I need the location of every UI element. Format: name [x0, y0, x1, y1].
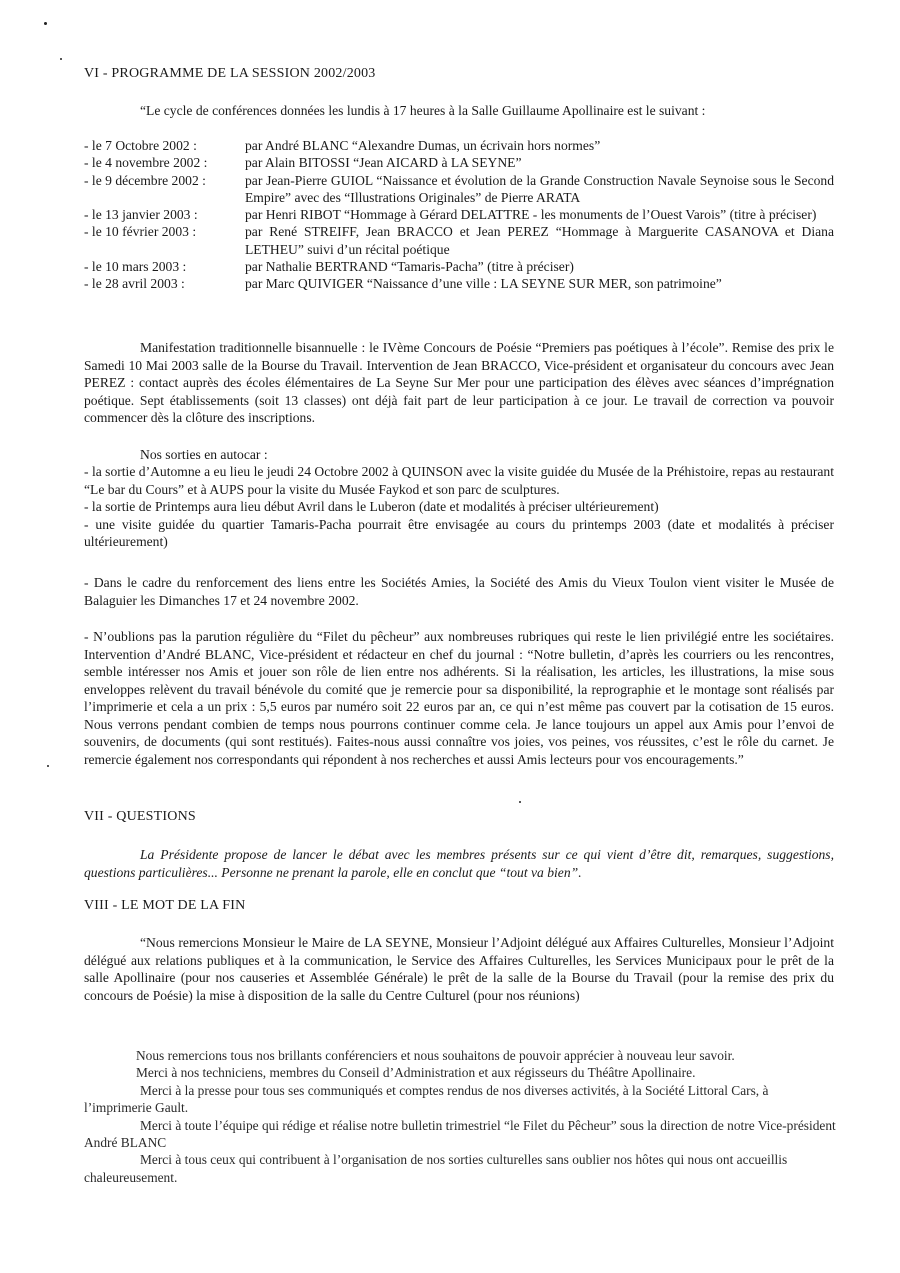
outing-item: - une visite guidée du quartier Tamaris-Pacha pourrait être envisagée au cours du printemps 2003 (date et modalités à préciser ultérieurement) [84, 516, 834, 549]
program-date: - le 10 mars 2003 : [84, 259, 187, 275]
thanks-item: Merci à tous ceux qui contribuent à l’organisation de nos sorties culturelles sans oublier nos hôtes qui nous ont accueillis chaleureusement. [84, 1152, 788, 1185]
program-desc: par André BLANC “Alexandre Dumas, un écrivain hors normes” [245, 138, 601, 153]
section-8-title: VIII - LE MOT DE LA FIN [84, 898, 246, 913]
closing-paragraph: “Nous remercions Monsieur le Maire de LA SEYNE, Monsieur l’Adjoint délégué aux Affaires Culturelles, Monsieur l’Adjoint délégué aux relations publiques et à la communication, le Service des Affaires Culturelles, les Services Municipaux pour le prêt de la salle Apollinaire (pour nos causeries et Assemblée Générale) le prêt de la salle de la Bourse du Travail (pour la remise des prix du concours de Poésie) la mise à disposition de la salle du Centre Culturel (pour nos réunions) [84, 935, 834, 1003]
outing-item: - la sortie d’Automne a eu lieu le jeudi 24 Octobre 2002 à QUINSON avec la visite guidée du Musée de la Préhistoire, repas au restaurant “Le bar du Cours” et à AUPS pour la visite du Musée Faykod et son parc de sculptures. [84, 464, 834, 497]
program-date: - le 4 novembre 2002 : [84, 155, 208, 171]
thanks-item: Merci à nos techniciens, membres du Conseil d’Administration et aux régisseurs du Théâtre Apollinaire. [136, 1065, 696, 1081]
program-desc: par Alain BITOSSI “Jean AICARD à LA SEYNE” [245, 155, 522, 171]
outings-title: Nos sorties en autocar : [140, 447, 268, 462]
program-desc: par Henri RIBOT “Hommage à Gérard DELATTRE - les monuments de l’Ouest Varois” (titre à préciser) [245, 207, 817, 223]
thanks-list [84, 1047, 836, 1186]
scan-speck [47, 765, 49, 767]
scan-speck [44, 22, 47, 25]
program-date: - le 13 janvier 2003 : [84, 207, 198, 223]
section-6-title: VI - PROGRAMME DE LA SESSION 2002/2003 [84, 66, 376, 81]
program-date: - le 7 Octobre 2002 : [84, 138, 197, 153]
program-item [84, 206, 834, 223]
scan-speck [60, 58, 62, 60]
thanks-item: Merci à la presse pour tous ses communiqués et comptes rendus de nos diverses activités, à la Société Littoral Cars, à l’imprimerie Gault. [84, 1082, 769, 1116]
program-desc: par René STREIFF, Jean BRACCO et Jean PEREZ “Hommage à Marguerite CASANOVA et Diana LETHEU” suivi d’un récital poétique [245, 224, 834, 257]
program-date: - le 10 février 2003 : [84, 224, 197, 240]
poetry-contest-paragraph: Manifestation traditionnelle bisannuelle : le IVème Concours de Poésie “Premiers pas poétiques à l’école”. Remise des prix le Samedi 10 Mai 2003 salle de la Bourse du Travail. Intervention de Jean BRACCO, Vice-président et organisateur du concours avec Jean PEREZ : contact auprès des écoles élémentaires de La Seyne Sur Mer pour une participation des élèves avec séances d’imprégnation poétique. Sept établissements (soit 13 classes) ont déjà fait part de leur participation à ce jour. Le travail de correction va pouvoir commencer dès la clôture des inscriptions. [84, 340, 834, 425]
newsletter-paragraph: - N’oublions pas la parution régulière du “Filet du pêcheur” aux nombreuses rubriques qui reste le lien privilégié entre les sociétaires. Intervention d’André BLANC, Vice-président et rédacteur en chef du journal : “Notre bulletin, d’après les courriers ou les rencontres, semble intéresser nos Amis et jouer son rôle de lien entre nos adhérents. Si la réalisation, les articles, les illustrations, la mise sous enveloppes relèvent du travail bénévole du comité que je remercie pour sa disponibilité, la reprographie et le montage sont réalisés par l’imprimerie et cela a un prix : 5,5 euros par numéro soit 22 euros par an, ce qui n’est même pas couvert par la cotisation de 15 euros. Nous verrons pendant combien de temps nous pourrons continuer comme cela. Je lance toujours un appel aux Amis pour l’envoi de souvenirs, de documents (qui sont restitués). Faites-nous aussi connaître vos joies, vos peines, vos réussites, c’est le rôle du carnet. Je remercie également nos correspondants qui répondent à nos recherches et aussi Amis lecteurs pour vos encouragements.” [84, 629, 834, 767]
outings-list [84, 463, 834, 551]
thanks-item: Merci à toute l’équipe qui rédige et réalise notre bulletin trimestriel “le Filet du Pêcheur” sous la direction de notre Vice-président André BLANC [84, 1117, 836, 1151]
friends-societies-paragraph: - Dans le cadre du renforcement des liens entre les Sociétés Amies, la Société des Amis du Vieux Toulon vient visiter le Musée de Balaguier les Dimanches 17 et 24 novembre 2002. [84, 575, 834, 608]
thanks-item: Nous remercions tous nos brillants conférenciers et nous souhaitons de pouvoir apprécier à nouveau leur savoir. [136, 1048, 735, 1063]
program-item [84, 258, 834, 275]
scan-speck [519, 801, 521, 803]
program-desc: par Marc QUIVIGER “Naissance d’une ville : LA SEYNE SUR MER, son patrimoine” [245, 276, 722, 292]
program-item [84, 275, 834, 292]
section-7-title: VII - QUESTIONS [84, 809, 196, 824]
program-item [84, 137, 834, 154]
program-date: - le 28 avril 2003 : [84, 276, 185, 292]
program-item [84, 172, 834, 207]
program-desc: par Nathalie BERTRAND “Tamaris-Pacha” (titre à préciser) [245, 259, 574, 275]
program-date: - le 9 décembre 2002 : [84, 172, 206, 188]
questions-paragraph: La Présidente propose de lancer le débat avec les membres présents sur ce qui vient d’être dit, remarques, suggestions, questions particulières... Personne ne prenant la parole, elle en conclut que “tout va bien”. [84, 847, 834, 880]
program-item [84, 154, 834, 171]
program-desc: par Jean-Pierre GUIOL “Naissance et évolution de la Grande Construction Navale Seynoise sous le Second Empire” avec des “Illustrations Originales” de Pierre ARATA [245, 172, 834, 205]
program-item [84, 223, 834, 258]
outing-item: - la sortie de Printemps aura lieu début Avril dans le Luberon (date et modalités à préciser ultérieurement) [84, 499, 659, 514]
program-list [84, 137, 834, 293]
program-intro: “Le cycle de conférences données les lundis à 17 heures à la Salle Guillaume Apollinaire est le suivant : [140, 103, 706, 118]
